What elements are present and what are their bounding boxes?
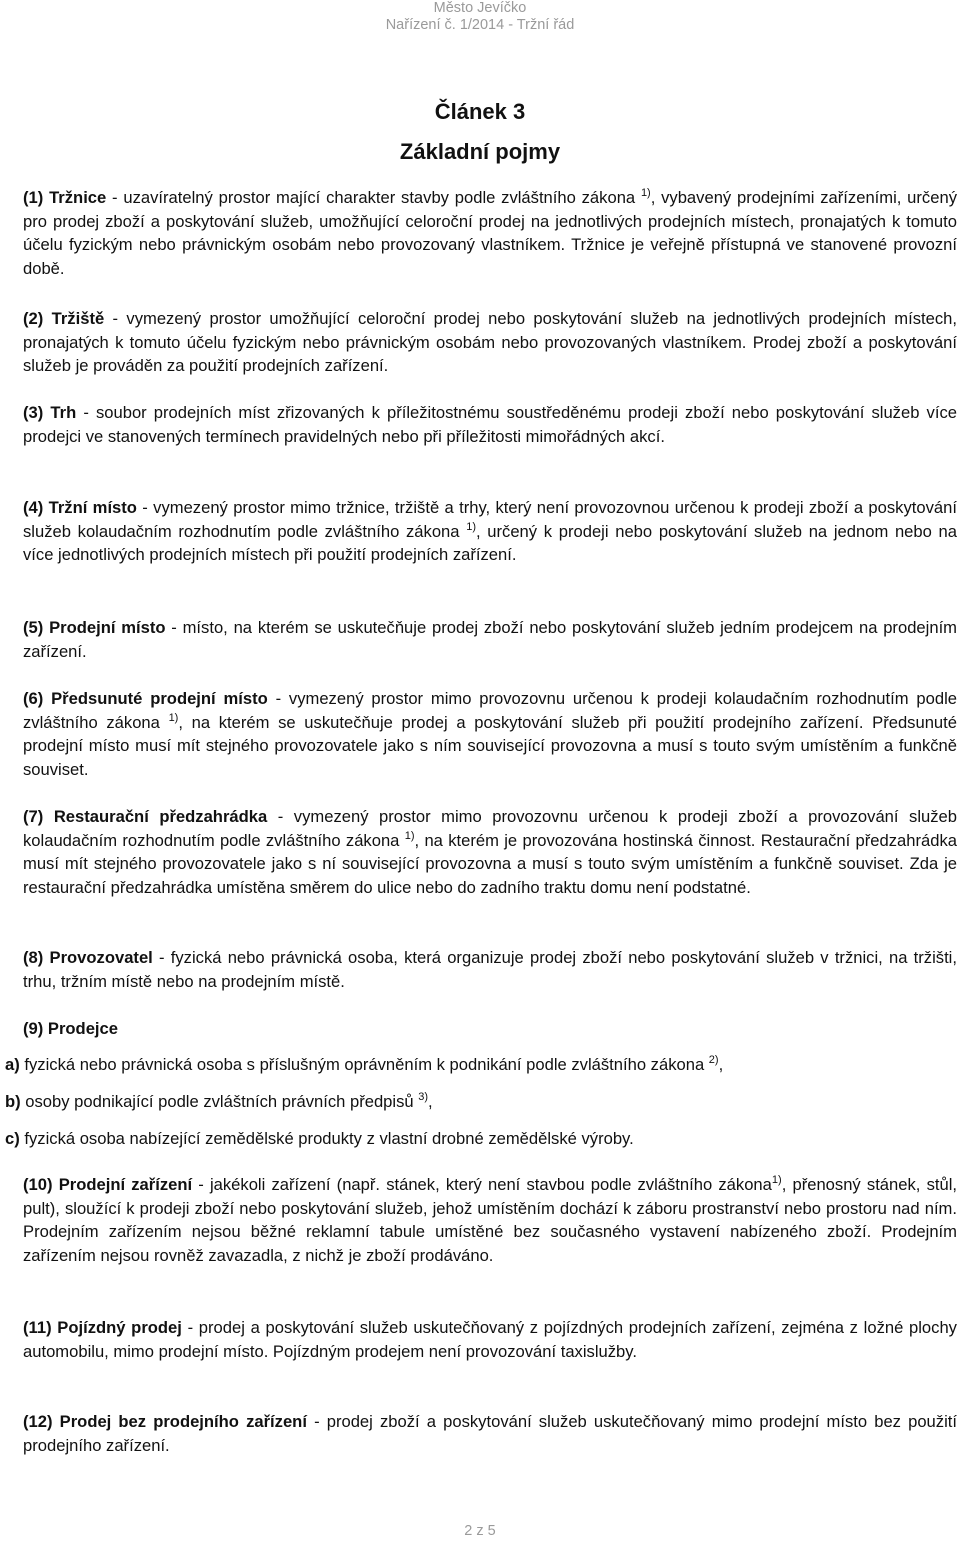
defined-term: Tržnice bbox=[49, 188, 107, 207]
paragraph-number: (7) bbox=[23, 807, 44, 826]
defined-term: Trh bbox=[50, 403, 77, 422]
paragraph-number: (4) bbox=[23, 498, 44, 517]
paragraph-5 bbox=[5, 616, 957, 663]
paragraph-6 bbox=[5, 687, 957, 781]
paragraph-number: (11) bbox=[23, 1318, 52, 1337]
paragraph-12 bbox=[5, 1410, 957, 1457]
article-number: Článek 3 bbox=[434, 99, 526, 124]
page-number: 2 z 5 bbox=[464, 1523, 496, 1539]
paragraph-9-item-a bbox=[5, 1053, 957, 1077]
paragraph-8 bbox=[5, 946, 957, 993]
defined-term: Restaurační předzahrádka bbox=[53, 807, 268, 826]
paragraph-text: - místo, na kterém se uskutečňuje prodej zboží nebo poskytování služeb jedním prodejcem na prodejním zařízení. bbox=[23, 618, 957, 661]
paragraph-3 bbox=[5, 401, 957, 448]
paragraph-number: (12) bbox=[23, 1412, 53, 1431]
footnote-ref: 1) bbox=[640, 187, 651, 199]
header-municipality: Město Jevíčko bbox=[433, 0, 527, 16]
paragraph-text: - vymezený prostor mimo tržnice, tržiště a trhy, který není provozovnou určenou k prodeji zboží a poskytování služeb kolaudačním rozhodnutím podle zvláštního zákona bbox=[23, 498, 957, 541]
paragraph-number: (3) bbox=[23, 403, 44, 422]
paragraph-9-item-c bbox=[5, 1127, 957, 1151]
paragraph-9-heading bbox=[5, 1017, 957, 1041]
article-title: Základní pojmy bbox=[399, 139, 561, 164]
paragraph-heading: (9) Prodejce bbox=[23, 1019, 118, 1038]
item-tail: , bbox=[718, 1055, 724, 1074]
page-header bbox=[0, 0, 960, 34]
paragraph-9-item-b bbox=[5, 1090, 957, 1114]
paragraph-text-cont: , přenosný stánek, stůl, pult), sloužící k prodeji zboží nebo poskytování služeb, jehož umístěním dochází k záboru prostranství nebo prostoru nad ním. Prodejním zařízením nejsou běžné reklamní tabule umístěné bez současného vystavení nabízeného zboží. Prodejním zařízením nejsou rovněž zavazadla, z nichž je zboží prodáváno. bbox=[23, 1175, 957, 1265]
header-regulation: Nařízení č. 1/2014 - Tržní řád bbox=[385, 17, 575, 33]
defined-term: Předsunuté prodejní místo bbox=[51, 689, 268, 708]
paragraph-number: (6) bbox=[23, 689, 44, 708]
paragraph-number: (10) bbox=[23, 1175, 53, 1194]
paragraph-number: (1) bbox=[23, 188, 44, 207]
item-text: fyzická nebo právnická osoba s příslušným oprávněním k podnikání podle zvláštního zákona bbox=[19, 1055, 709, 1074]
footnote-ref: 1) bbox=[771, 1174, 782, 1186]
footnote-ref: 1) bbox=[168, 711, 179, 724]
defined-term: Pojízdný prodej bbox=[57, 1318, 182, 1337]
defined-term: Tržní místo bbox=[48, 498, 137, 517]
defined-term: Prodejní místo bbox=[49, 618, 166, 637]
paragraph-text: - vymezený prostor mimo provozovnu určenou k prodeji kolaudačním rozhodnutím podle zvláštního zákona bbox=[23, 689, 957, 732]
paragraph-number: (8) bbox=[23, 948, 44, 967]
paragraph-11 bbox=[5, 1316, 957, 1363]
paragraph-text: - vymezený prostor umožňující celoroční prodej nebo poskytování služeb na jednotlivých prodejních místech, pronajatých k tomuto účelu fyzickým nebo právnickým osobám nebo provozovaných vlastníkem. Prodej zboží a poskytování služeb je prováděn za použití prodejních zařízení. bbox=[23, 309, 957, 376]
defined-term: Tržiště bbox=[51, 309, 105, 328]
paragraph-text-cont: , určený k prodeji nebo poskytování služeb na jednom nebo na více jednotlivých prodejních místech při použití prodejních zařízení. bbox=[23, 521, 957, 565]
item-text: fyzická osoba nabízející zemědělské produkty z vlastní drobné zemědělské výroby. bbox=[19, 1129, 634, 1148]
paragraph-text: - prodej a poskytování služeb uskutečňovaný z pojízdných prodejních zařízení, zejména z ložné plochy automobilu, mimo prodejní místo. Pojízdným prodejem není provozování taxislužby. bbox=[23, 1318, 957, 1361]
footnote-ref: 1) bbox=[466, 520, 476, 533]
paragraph-text: - vymezený prostor mimo provozovnu určenou k prodeji zboží a provozování služeb kolaudačním rozhodnutím podle zvláštního zákona bbox=[23, 807, 957, 850]
paragraph-text: - fyzická nebo právnická osoba, která organizuje prodej zboží nebo poskytování služeb v tržnici, na tržišti, trhu, tržním místě nebo na prodejním místě. bbox=[23, 948, 957, 991]
paragraph-text: - soubor prodejních míst zřizovaných k příležitostnému soustředěnému prodeji zboží nebo poskytování služeb více prodejci ve stanovených termínech pravidelných nebo při příležitosti mimořádných akcí. bbox=[23, 403, 957, 446]
paragraph-1 bbox=[5, 186, 957, 280]
defined-term: Prodej bez prodejního zařízení bbox=[59, 1412, 307, 1431]
paragraph-7 bbox=[5, 805, 957, 899]
item-label: c) bbox=[5, 1129, 20, 1148]
item-label: b) bbox=[5, 1092, 21, 1111]
paragraph-text: - jakékoli zařízení (např. stánek, který není stavbou podle zvláštního zákona bbox=[192, 1175, 772, 1194]
paragraph-text-cont: , na kterém se uskutečňuje prodej a poskytování služeb při použití prodejního zařízení. Předsunuté prodejní místo musí mít stejného provozovatele jako s ním související provozovna a musí s touto svým umístěním a funkčně souviset. bbox=[23, 712, 957, 779]
footnote-ref: 2) bbox=[708, 1054, 719, 1066]
paragraph-10 bbox=[5, 1173, 957, 1267]
paragraph-text: - prodej zboží a poskytování služeb uskutečňovaný mimo prodejní místo bez použití prodejního zařízení. bbox=[23, 1412, 957, 1455]
paragraph-2 bbox=[5, 307, 957, 378]
paragraph-text-cont: , vybavený prodejními zařízeními, určený pro prodej zboží a poskytování služeb, umožňující celoroční prodej na jednotlivých prodejních místech, pronajatých k tomuto účelu fyzickým nebo právnickým osobám nebo provozovaný vlastníkem. Tržnice je veřejně přístupná ve stanovené provozní době. bbox=[23, 188, 957, 278]
item-tail: , bbox=[428, 1092, 433, 1111]
item-label: a) bbox=[5, 1055, 20, 1074]
defined-term: Prodejní zařízení bbox=[58, 1175, 193, 1194]
item-text: osoby podnikající podle zvláštních právních předpisů bbox=[20, 1092, 419, 1111]
defined-term: Provozovatel bbox=[49, 948, 153, 967]
footnote-ref: 3) bbox=[418, 1091, 429, 1103]
footnote-ref: 1) bbox=[404, 829, 415, 842]
paragraph-text-cont: , na kterém je provozována hostinská činnost. Restaurační předzahrádka musí mít stejného provozovatele jako s ní související provozovna a musí s touto svým umístěním a funkčně souviset. Zda je restaurační předzahrádka umístěna směrem do ulice nebo do zadního traktu domu není podstatné. bbox=[23, 830, 957, 897]
paragraph-number: (2) bbox=[23, 309, 44, 328]
paragraph-4 bbox=[5, 496, 957, 567]
paragraph-text: - uzavíratelný prostor mající charakter stavby podle zvláštního zákona bbox=[106, 188, 641, 207]
paragraph-number: (5) bbox=[23, 618, 44, 637]
